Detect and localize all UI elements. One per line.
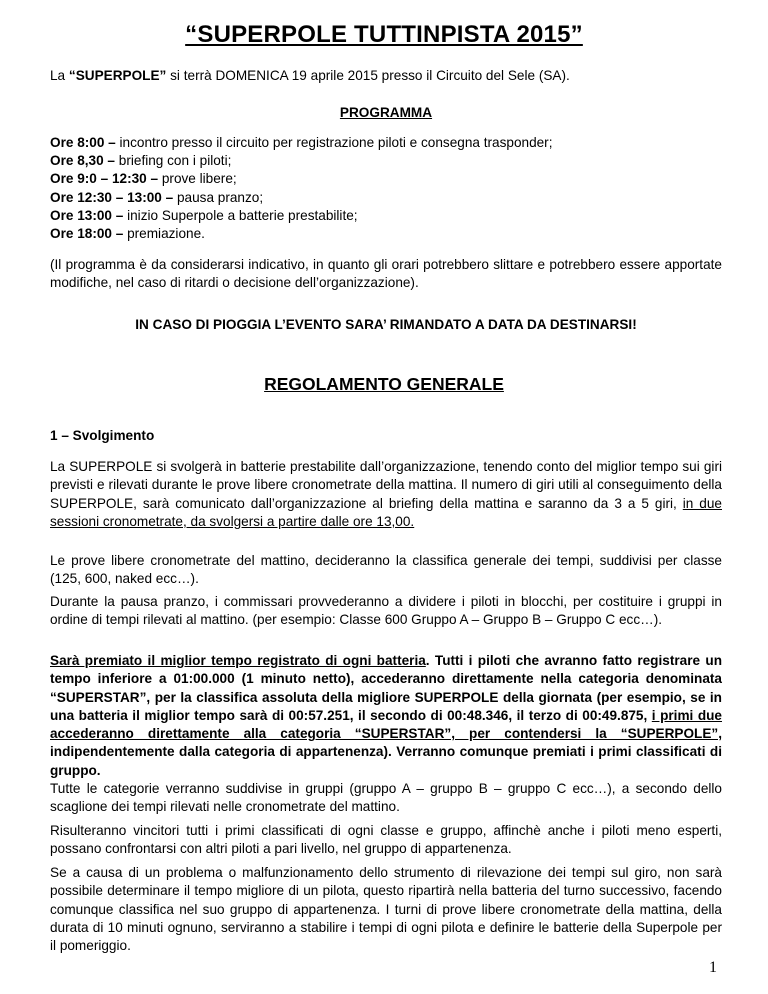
para1-text: La SUPERPOLE si svolgerà in batterie prestabilite dall’organizzazione, tenendo conto del miglior tempo sui giri previsti e rilevati durante le prove libere cronometrate della mattina. Il numero di giri utili al conseguimento della SUPERPOLE, sarà comunicato dall’organizzazione al briefing della mattina e saranno da 3 a 5 giri, — [50, 459, 722, 511]
event-name: “SUPERPOLE” — [68, 68, 167, 83]
schedule-time: Ore 8,30 – — [50, 153, 115, 169]
para4-underlined-1: Sarà premiato il miglior tempo registrato di ogni batteria — [50, 653, 426, 668]
programma-heading: PROGRAMMA — [339, 105, 433, 120]
para5-text: Tutte le categorie verranno suddivise in gruppi (gruppo A – gruppo B – gruppo C ecc…), a secondo dello scaglione dei tempi rilevati nelle cronometrate del mattino. — [50, 781, 722, 815]
schedule-time: Ore 18:00 – — [50, 226, 124, 242]
intro-text: La — [50, 68, 69, 83]
schedule-time: Ore 9:0 – 12:30 – — [50, 171, 159, 187]
rain-warning: IN CASO DI PIOGGIA L’EVENTO SARA’ RIMANDATO A DATA DA DESTINARSI! — [135, 317, 637, 332]
paragraph-7 — [50, 864, 722, 955]
section1-heading-block — [50, 427, 722, 445]
schedule-text: incontro presso il circuito per registrazione piloti e consegna trasponder; — [115, 135, 553, 150]
schedule-item — [50, 134, 722, 152]
paragraph-4 — [50, 652, 722, 780]
schedule-item — [50, 207, 722, 225]
para2-text: Le prove libere cronometrate del mattino, decideranno la classifica generale dei tempi, suddivisi per classe (125, 600, naked ecc…). — [50, 553, 722, 587]
para4-text-1: . Tutti i piloti che avranno fatto registrare un tempo inferiore a 01:00.000 (1 minuto netto), accederanno direttamente nella categoria denominata “SUPERSTAR”, per la classifica assoluta della migliore SUPERPOLE della giornata (per esempio, se in una batteria il miglior tempo sarà di 00:57.251, il secondo di 00:48.346, il terzo di 00:49.875, — [50, 653, 722, 723]
para6-text: Risulteranno vincitori tutti i primi classificati di ogni classe e gruppo, affinchè anche i piloti meno esperti, possano confrontarsi con altri piloti a pari livello, nel gruppo di appartenenza. — [50, 823, 722, 857]
para4-underlined-2: i primi due accederanno direttamente alla categoria “SUPERSTAR”, per contendersi la “SUPERPOLE”, — [50, 707, 722, 742]
schedule-list — [50, 134, 722, 243]
section1-heading: 1 – Svolgimento — [50, 428, 155, 443]
schedule-text: premiazione. — [123, 226, 205, 242]
paragraph-1 — [50, 458, 722, 531]
para3-text: Durante la pausa pranzo, i commissari provvederanno a dividere i piloti in blocchi, per costituire i gruppi in ordine di tempi rilevati al mattino. (per esempio: Classe 600 Gruppo A – Gruppo B – Gruppo C ecc…). — [50, 594, 722, 628]
schedule-time: Ore 12:30 – 13:00 – — [50, 189, 174, 205]
schedule-time: Ore 8:00 – — [50, 135, 116, 150]
program-note: (Il programma è da considerarsi indicativo, in quanto gli orari potrebbero slittare e potrebbero essere apportate modifiche, nel caso di ritardi o decisione dell’organizzazione). — [50, 257, 722, 291]
para7-text: Se a causa di un problema o malfunzionamento dello strumento di rilevazione dei tempi sul giro, non sarà possibile determinare il tempo migliore di un pilota, questo ripartirà nella batteria del turno successivo, facendo comunque classifica nel suo gruppo di appartenenza. I turni di prove libere cronometrate della mattina, della durata di 10 minuti ognuno, serviranno a stabilire i tempi di ogni pilota e definire le batterie della Superpole per il pomeriggio. — [50, 865, 722, 954]
paragraph-3 — [50, 593, 722, 630]
page-number: 1 — [709, 959, 717, 976]
schedule-text: briefing con i piloti; — [115, 153, 232, 169]
schedule-item — [50, 225, 722, 243]
document-title: “SUPERPOLE TUTTINPISTA 2015” — [185, 21, 583, 48]
regolamento-heading: REGOLAMENTO GENERALE — [264, 374, 504, 394]
para1-underlined: in due sessioni cronometrate, da svolgersi a partire dalle ore 13,00. — [50, 495, 722, 529]
rain-warning-block — [50, 316, 722, 334]
paragraph-6 — [50, 822, 722, 859]
paragraph-2 — [50, 552, 722, 589]
schedule-text: inizio Superpole a batterie prestabilite; — [123, 207, 358, 223]
schedule-item — [50, 170, 722, 188]
schedule-item — [50, 152, 722, 170]
intro-paragraph — [50, 67, 722, 85]
schedule-text: prove libere; — [158, 171, 237, 187]
schedule-item — [50, 189, 722, 207]
note-block — [50, 256, 722, 293]
intro-text-end: si terrà DOMENICA 19 aprile 2015 presso il Circuito del Sele (SA). — [166, 68, 570, 83]
paragraph-5 — [50, 780, 722, 817]
schedule-time: Ore 13:00 – — [50, 207, 124, 223]
programma-heading-block — [50, 104, 722, 122]
schedule-text: pausa pranzo; — [173, 189, 264, 205]
para4-text-2: indipendentemente dalla categoria di appartenenza). Verranno comunque premiati i primi classificati di gruppo. — [50, 744, 722, 778]
